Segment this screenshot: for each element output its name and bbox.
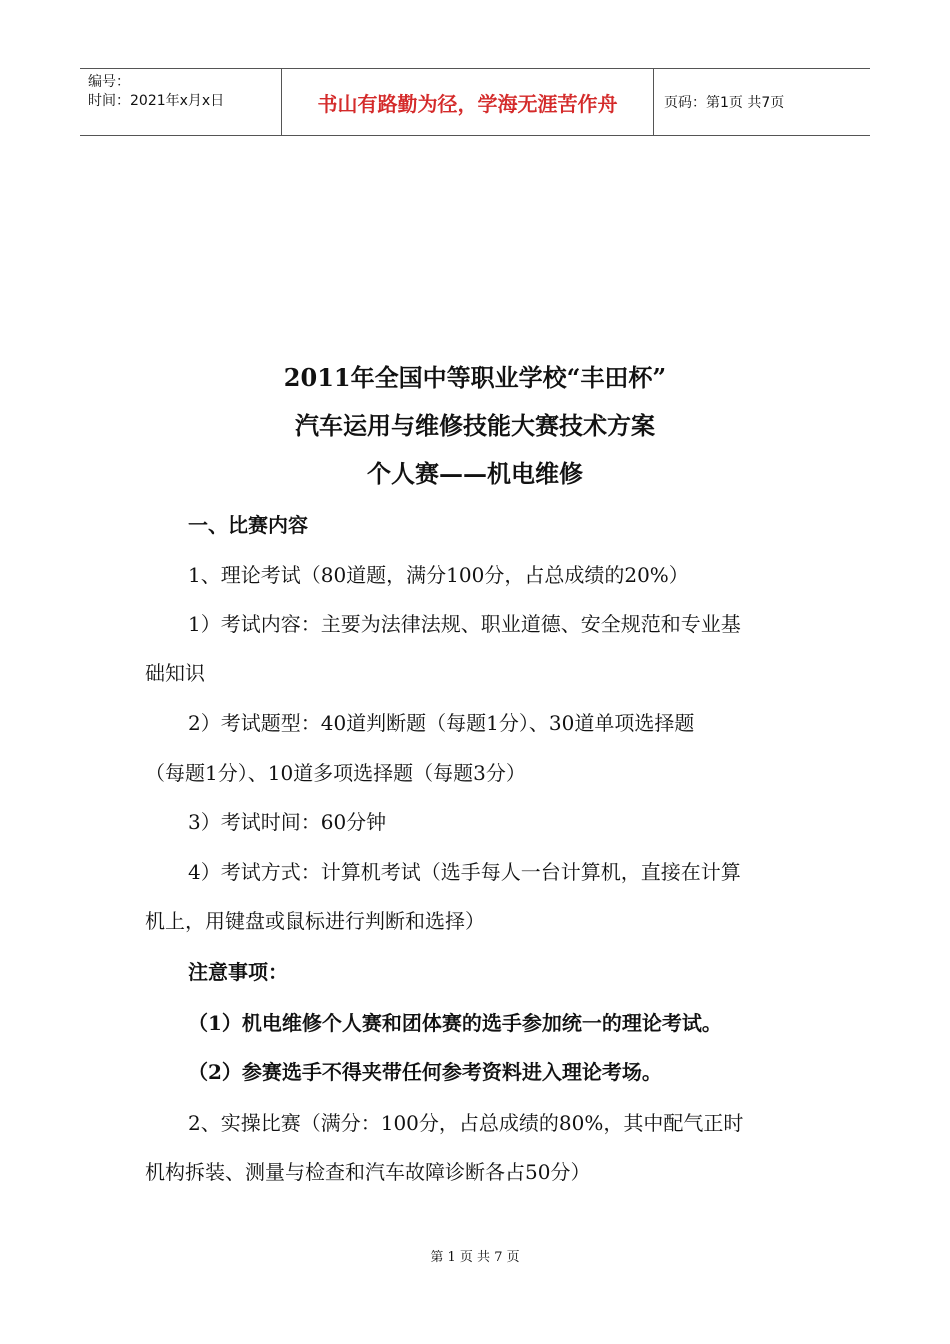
header-motto: 书山有路勤为径，学海无涯苦作舟 [281, 69, 654, 135]
document-header [80, 68, 870, 136]
paragraph-exam-content-cont: 础知识 [145, 661, 205, 685]
section-heading: 一、比赛内容 [188, 513, 308, 537]
note-item-2: （2）参赛选手不得夹带任何参考资料进入理论考场。 [188, 1060, 662, 1084]
title-line-2: 汽车运用与维修技能大赛技术方案 [295, 411, 655, 440]
paragraph-exam-content: 1）考试内容：主要为法律法规、职业道德、安全规范和专业基 [188, 612, 741, 636]
paragraph-exam-method: 4）考试方式：计算机考试（选手每人一台计算机，直接在计算 [188, 860, 741, 884]
title-line-3: 个人赛——机电维修 [367, 459, 583, 488]
paragraph-exam-method-cont: 机上，用键盘或鼠标进行判断和选择） [145, 909, 485, 933]
note-item-1: （1）机电维修个人赛和团体赛的选手参加统一的理论考试。 [188, 1011, 722, 1035]
paragraph-practical: 2、实操比赛（满分：100分，占总成绩的80%，其中配气正时 [188, 1111, 744, 1135]
paragraph-exam-time: 3）考试时间：60分钟 [188, 810, 387, 834]
title-line-1: 2011年全国中等职业学校“丰田杯” [283, 363, 667, 392]
number-label: 编号： [88, 74, 130, 90]
header-meta-cell [80, 69, 281, 135]
time-label: 时间：2021年x月x日 [88, 93, 225, 109]
paragraph-exam-types-cont: （每题1分）、10道多项选择题（每题3分） [145, 761, 526, 785]
paragraph-exam-types: 2）考试题型：40道判断题（每题1分）、30道单项选择题 [188, 711, 695, 735]
header-page-code: 页码：第1页 共7页 [664, 95, 785, 111]
paragraph-theory-exam: 1、理论考试（80道题，满分100分，占总成绩的20%） [188, 563, 689, 587]
page-footer: 第 1 页 共 7 页 [430, 1250, 520, 1265]
notes-heading: 注意事项： [188, 960, 288, 984]
paragraph-practical-cont: 机构拆装、测量与检查和汽车故障诊断各占50分） [145, 1160, 591, 1184]
